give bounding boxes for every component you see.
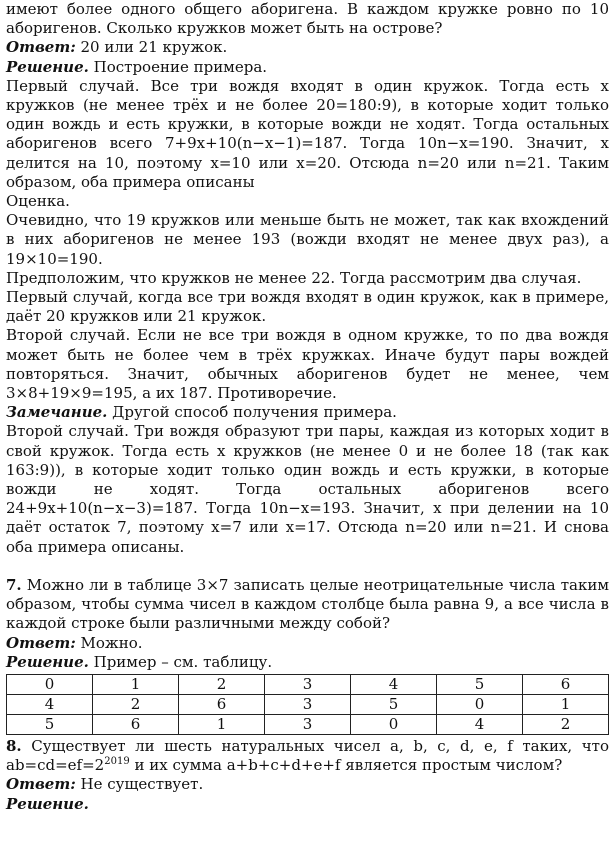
table-cell: 0 xyxy=(437,694,523,714)
table-cell: 6 xyxy=(523,674,609,694)
estimate-title: Оценка. xyxy=(6,192,70,211)
intro-paragraph: имеют более одного общего аборигена. В каждом кружке ровно по 10 аборигенов. Сколько кружков может быть на острове? xyxy=(6,0,609,38)
solution-label: Решение. xyxy=(6,652,89,671)
table-cell: 2 xyxy=(179,674,265,694)
solution-text: Пример – см. таблицу. xyxy=(88,652,273,671)
answer-label: Ответ: xyxy=(6,38,76,57)
table-cell: 6 xyxy=(179,694,265,714)
answer-label: Ответ: xyxy=(6,633,76,652)
remark-label: Замечание. xyxy=(6,403,108,422)
estimate-paragraph-4: Второй случай. Если не все три вождя в одном кружке, то по два вождя может быть не более чем в трёх кружках. Иначе будут пары вождей повторяться. Значит, обычных аборигенов будет не менее, чем 3×8+19×9=195, а их 187. Противоречие. xyxy=(6,326,609,403)
case-2-paragraph: Второй случай. Три вождя образуют три пары, каждая из которых ходит в свой кружок. Тогда есть x кружков (не менее 0 и не более 18 (так как 163:9)), в которые ходит только один вождь и есть кружки, в которые вожди не ходят. Тогда остальных аборигенов всего 24+9x+10(n−x−3)=187. Тогда 10n−x=193. Значит, x при делении на 10 даёт остаток 7, поэтому x=7 или x=17. Отсюда n=20 или n=21. И снова оба примера описаны. xyxy=(6,422,609,556)
solution-text: Построение примера. xyxy=(88,57,268,76)
table-cell: 5 xyxy=(437,674,523,694)
table-cell: 6 xyxy=(93,714,179,734)
solution-8 xyxy=(6,795,609,814)
solution-label: Решение. xyxy=(6,794,89,813)
problem-7 xyxy=(6,576,609,634)
table-cell: 0 xyxy=(7,674,93,694)
estimate-paragraph-1: Очевидно, что 19 кружков или меньше быть не может, так как вхождений в них аборигенов не менее 193 (вожди входят не менее двух раз), а 19×10=190. xyxy=(6,211,609,268)
problem-8 xyxy=(6,737,609,775)
answer-8 xyxy=(6,775,609,794)
solution-label: Решение. xyxy=(6,57,89,76)
problem-text: Можно ли в таблице 3×7 записать целые неотрицательные числа таким образом, чтобы сумма чисел в каждом столбце была равна 9, а все числа в каждой строке были различными между собой? xyxy=(6,575,609,633)
problem-number: 8. xyxy=(6,736,22,755)
exponent: 2019 xyxy=(104,756,130,768)
table-cell: 3 xyxy=(265,714,351,734)
problem-text-b: и их сумма a+b+c+d+e+f является простым числом? xyxy=(129,756,563,775)
table-cell: 1 xyxy=(179,714,265,734)
table-cell: 5 xyxy=(351,694,437,714)
answer-text: Можно. xyxy=(75,633,143,652)
table-cell: 2 xyxy=(523,714,609,734)
table-cell: 3 xyxy=(265,674,351,694)
case-1-paragraph: Первый случай. Все три вождя входят в один кружок. Тогда есть x кружков (не менее трёх и не более 20=180:9), в которые ходит только один вождь и есть кружки, в которые вожди не ходят. Тогда остальных аборигенов всего 7+9x+10(n−x−1)=187. Тогда 10n−x=190. Значит, x делится на 10, поэтому x=10 или x=20. Отсюда n=20 или n=21. Таким образом, оба примера описаны xyxy=(6,76,609,191)
table-cell: 1 xyxy=(93,674,179,694)
answer-6 xyxy=(6,38,609,57)
table-cell: 1 xyxy=(523,694,609,714)
table-cell: 0 xyxy=(351,714,437,734)
solution-6 xyxy=(6,58,609,77)
answer-text: Не существует. xyxy=(75,775,204,794)
spacer xyxy=(6,557,609,576)
estimate-paragraph-2: Предположим, что кружков не менее 22. Тогда рассмотрим два случая. xyxy=(6,268,582,287)
problem-text-a: Существует ли шесть натуральных чисел a, b, c, d, e, f таких, что ab=cd=ef=2 xyxy=(6,736,609,775)
estimate-paragraph-3: Первый случай, когда все три вождя входят в один кружок, как в примере, даёт 20 кружков или 21 кружок. xyxy=(6,288,609,326)
table-cell: 2 xyxy=(93,694,179,714)
table-cell: 3 xyxy=(265,694,351,714)
table-cell: 4 xyxy=(351,674,437,694)
remark-text: Другой способ получения примера. xyxy=(107,403,397,422)
answer-label: Ответ: xyxy=(6,775,76,794)
table-cell: 4 xyxy=(437,714,523,734)
solution-7 xyxy=(6,653,609,672)
example-table xyxy=(6,674,609,735)
table-cell: 4 xyxy=(7,694,93,714)
answer-text: 20 или 21 кружок. xyxy=(75,38,228,57)
problem-number: 7. xyxy=(6,575,22,594)
table-cell: 5 xyxy=(7,714,93,734)
table-row xyxy=(7,714,609,734)
table-row xyxy=(7,674,609,694)
table-row xyxy=(7,694,609,714)
answer-7 xyxy=(6,634,609,653)
remark xyxy=(6,403,609,422)
